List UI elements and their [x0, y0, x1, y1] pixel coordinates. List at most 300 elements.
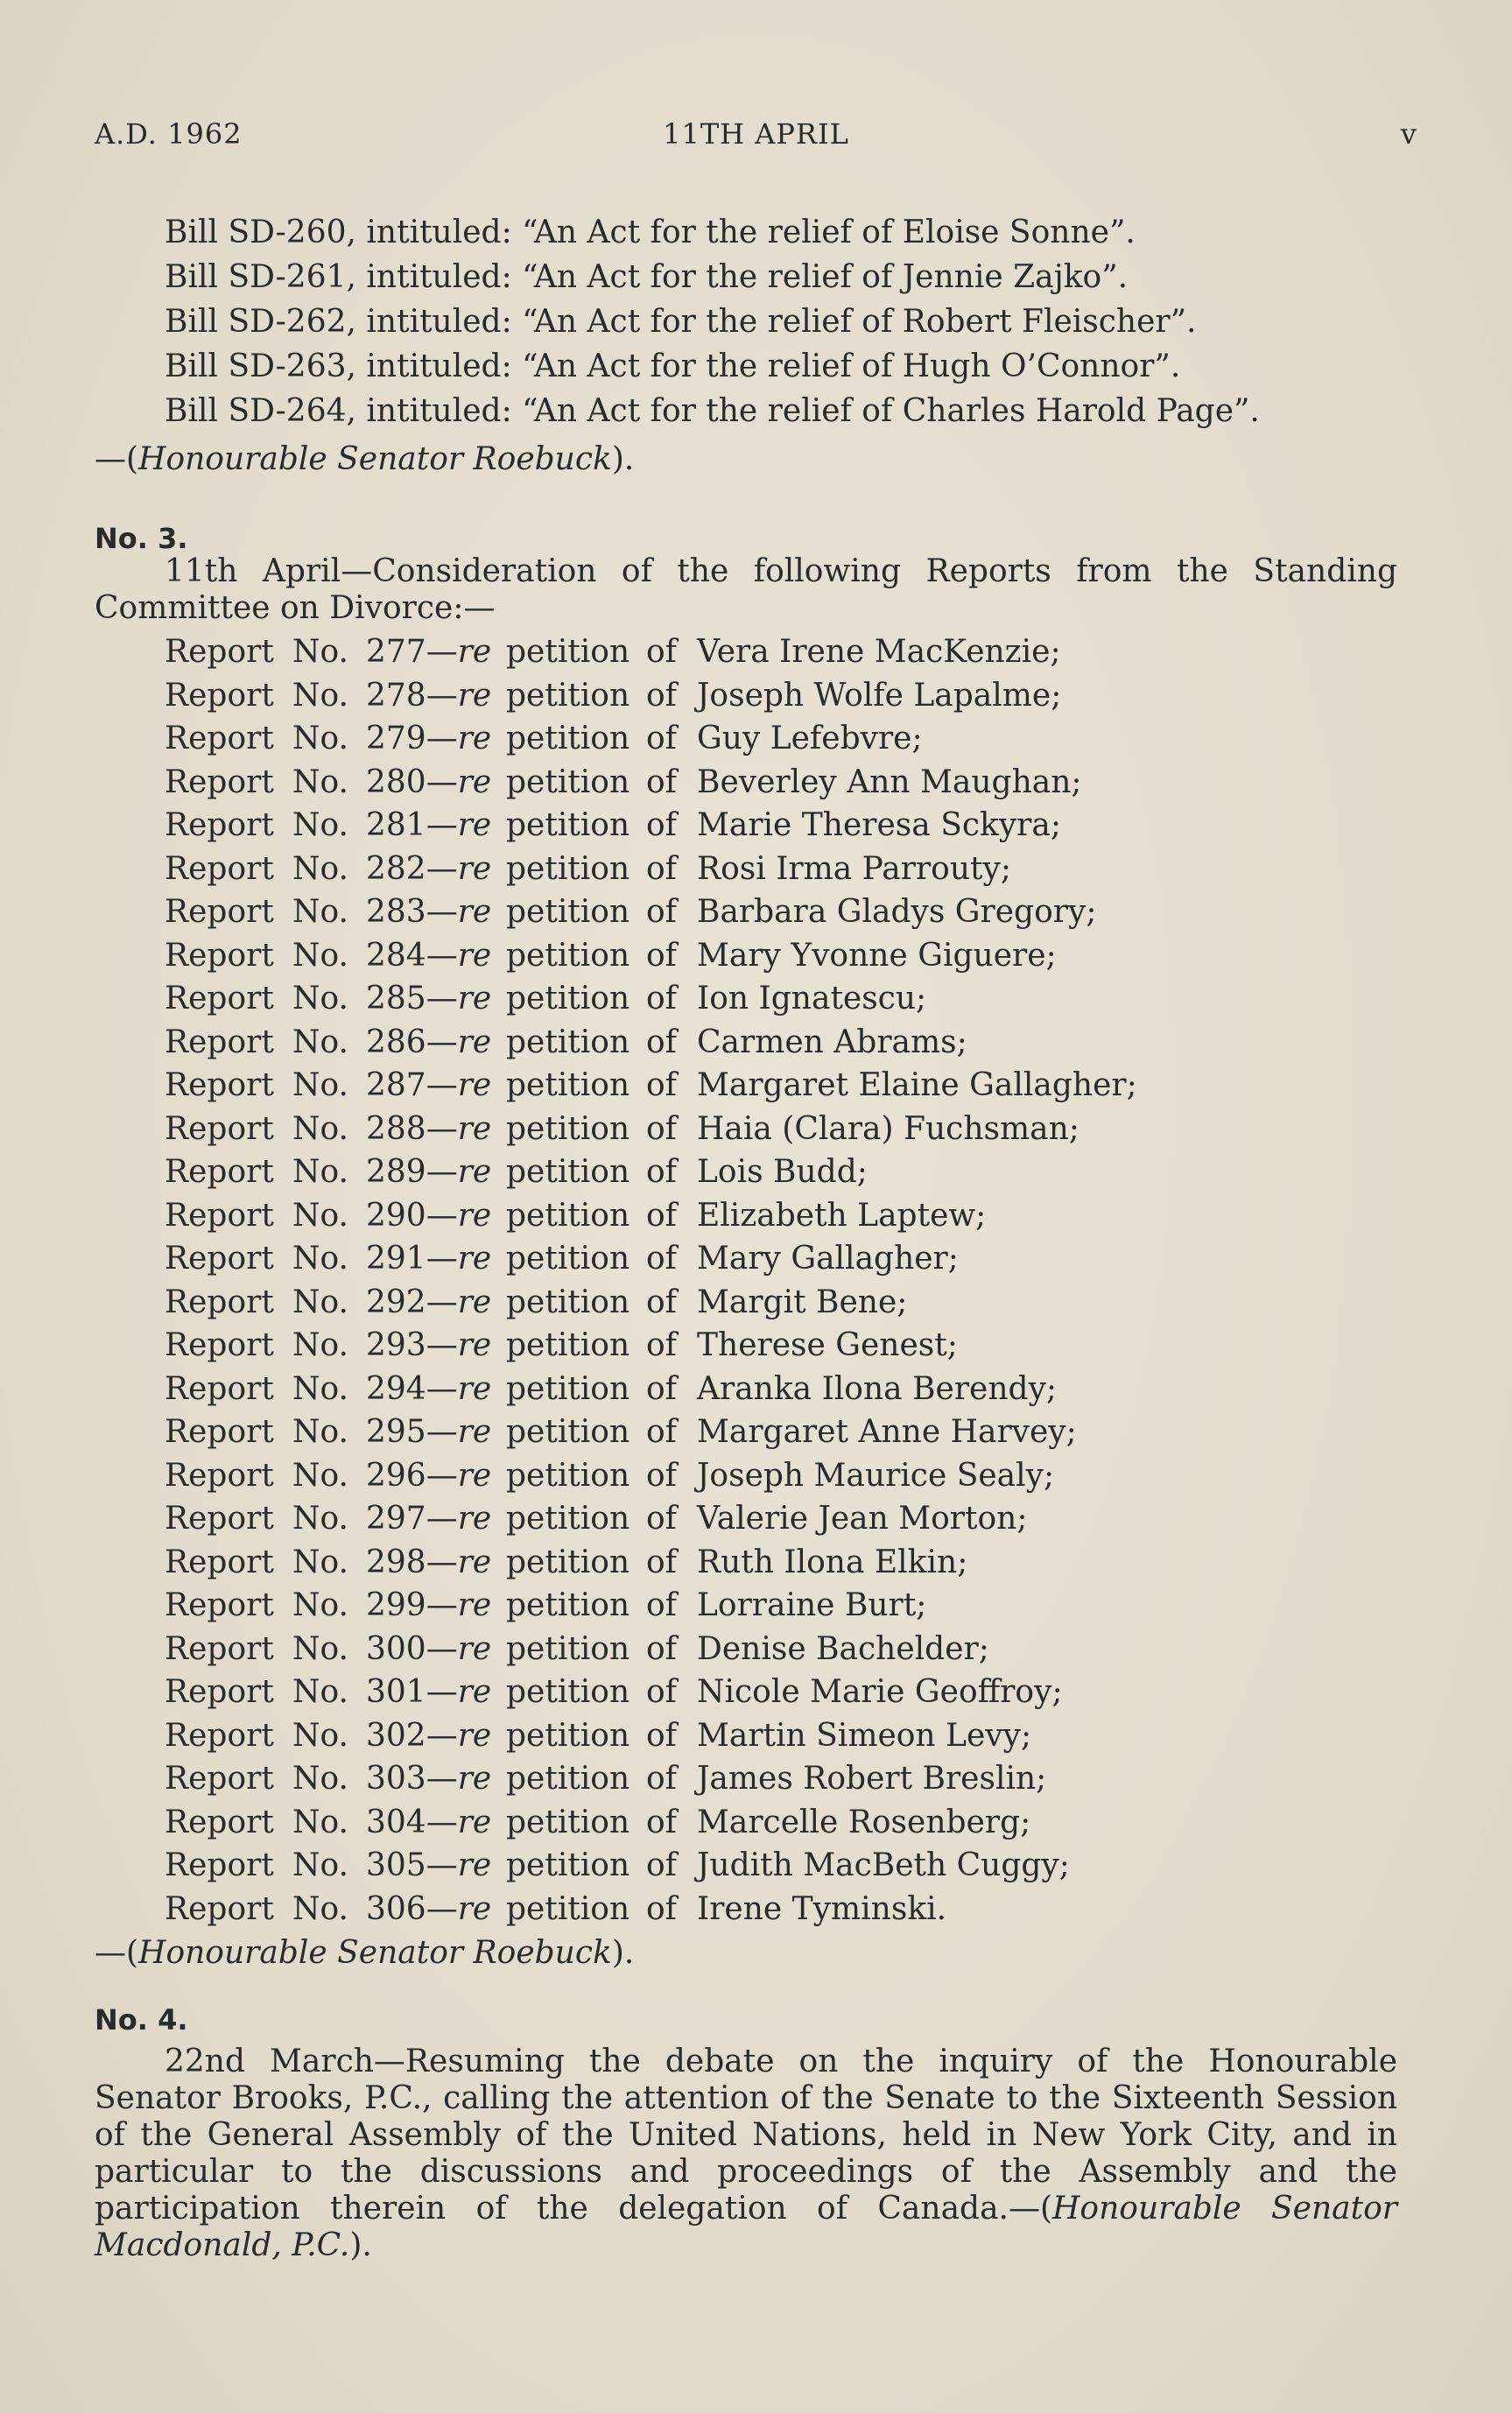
report-label: Report — [165, 721, 274, 756]
petitioner-name: Aranka Ilona Berendy; — [697, 1370, 1058, 1407]
report-label: Report — [165, 1154, 274, 1190]
re-label: re — [457, 1761, 492, 1797]
report-num: 304 — [366, 1804, 426, 1840]
petition-label: petition — [506, 1024, 630, 1060]
report-label: Report — [165, 1370, 274, 1407]
report-label: Report — [165, 1327, 274, 1363]
report-number — [366, 1150, 491, 1194]
report-label: Report — [165, 1630, 274, 1667]
report-row — [165, 1844, 1215, 1888]
report-dash: — — [425, 1197, 458, 1234]
report-num: 293 — [366, 1327, 426, 1363]
report-dash: — — [425, 1154, 458, 1190]
report-dash: — — [425, 981, 458, 1017]
report-label: Report — [165, 1761, 274, 1797]
report-row — [165, 1281, 1215, 1325]
report-dash: — — [425, 763, 458, 800]
report-row — [165, 1757, 1215, 1801]
report-no-label: No. — [292, 1717, 348, 1754]
of-label: of — [646, 677, 677, 714]
report-no-label: No. — [292, 1024, 348, 1060]
petition-label: petition — [506, 1587, 630, 1623]
re-label: re — [457, 1890, 492, 1927]
report-dash: — — [425, 1067, 458, 1103]
petitioner-name: Mary Gallagher; — [697, 1241, 959, 1277]
of-label: of — [646, 1761, 677, 1797]
petitioner-name: Vera Irene MacKenzie; — [697, 634, 1061, 670]
petition-label: petition — [506, 763, 630, 800]
report-num: 285 — [366, 981, 426, 1017]
petition-label: petition — [506, 1457, 630, 1494]
report-label: Report — [165, 894, 274, 930]
of-label: of — [646, 894, 677, 930]
petition-label: petition — [506, 1717, 630, 1754]
report-number — [366, 934, 491, 978]
report-row — [165, 890, 1215, 934]
report-num: 297 — [366, 1501, 426, 1537]
report-row — [165, 761, 1215, 805]
report-num: 280 — [366, 763, 426, 800]
report-no-label: No. — [292, 763, 348, 800]
report-number — [366, 1757, 491, 1801]
report-dash: — — [425, 1847, 458, 1883]
petitioner-name: Lois Budd; — [697, 1154, 868, 1190]
petitioner-name: Barbara Gladys Gregory; — [697, 894, 1097, 930]
of-label: of — [646, 1370, 677, 1407]
re-label: re — [457, 1630, 492, 1667]
report-num: 288 — [366, 1110, 426, 1147]
report-dash: — — [425, 894, 458, 930]
report-number — [366, 1541, 491, 1585]
re-label: re — [457, 1284, 492, 1320]
report-no-label: No. — [292, 1501, 348, 1537]
report-no-label: No. — [292, 894, 348, 930]
petition-label: petition — [506, 1674, 630, 1710]
report-number — [366, 1714, 491, 1758]
report-num: 303 — [366, 1761, 426, 1797]
re-label: re — [457, 1457, 492, 1494]
report-row — [165, 1888, 1215, 1931]
report-dash: — — [425, 807, 458, 843]
report-label: Report — [165, 1501, 274, 1537]
report-no-label: No. — [292, 1587, 348, 1623]
report-label: Report — [165, 1284, 274, 1320]
report-num: 295 — [366, 1414, 426, 1450]
report-number — [366, 1368, 491, 1411]
of-label: of — [646, 1804, 677, 1840]
report-label: Report — [165, 634, 274, 670]
re-label: re — [457, 1847, 492, 1883]
re-label: re — [457, 1544, 492, 1580]
re-label: re — [457, 1154, 492, 1190]
petitioner-name: Margaret Anne Harvey; — [697, 1414, 1077, 1450]
re-label: re — [457, 1067, 492, 1103]
report-no-label: No. — [292, 1804, 348, 1840]
re-label: re — [457, 807, 492, 843]
report-number — [366, 1237, 491, 1281]
petitioner-name: Elizabeth Laptew; — [697, 1197, 987, 1234]
petitioner-name: Mary Yvonne Giguere; — [697, 937, 1057, 974]
petitioner-name: Guy Lefebvre; — [697, 721, 923, 756]
report-row — [165, 804, 1215, 848]
petition-label: petition — [506, 1761, 630, 1797]
report-row — [165, 848, 1215, 891]
report-number — [366, 1454, 491, 1498]
report-dash: — — [425, 937, 458, 974]
petition-label: petition — [506, 894, 630, 930]
petitioner-name: James Robert Breslin; — [697, 1761, 1047, 1797]
petitioner-name: Ion Ignatescu; — [697, 981, 927, 1017]
report-no-label: No. — [292, 1197, 348, 1234]
report-dash: — — [425, 1630, 458, 1667]
report-number — [366, 1497, 491, 1541]
petition-label: petition — [506, 1067, 630, 1103]
report-row — [165, 1411, 1215, 1454]
petitioner-name: Marcelle Rosenberg; — [697, 1804, 1031, 1840]
report-number — [366, 630, 491, 674]
petition-label: petition — [506, 1630, 630, 1667]
report-label: Report — [165, 1110, 274, 1147]
report-num: 290 — [366, 1197, 426, 1234]
report-dash: — — [425, 1761, 458, 1797]
report-dash: — — [425, 1501, 458, 1537]
report-num: 291 — [366, 1241, 426, 1277]
re-label: re — [457, 937, 492, 974]
report-dash: — — [425, 634, 458, 670]
of-label: of — [646, 1197, 677, 1234]
report-row — [165, 1194, 1215, 1238]
report-no-label: No. — [292, 1370, 348, 1407]
of-label: of — [646, 1414, 677, 1450]
of-label: of — [646, 763, 677, 800]
petitioner-name: Beverley Ann Maughan; — [697, 763, 1082, 800]
report-number — [366, 977, 491, 1021]
of-label: of — [646, 1327, 677, 1363]
report-label: Report — [165, 1024, 274, 1060]
report-row — [165, 674, 1215, 718]
report-row — [165, 1237, 1215, 1281]
report-number — [366, 1628, 491, 1671]
of-label: of — [646, 1630, 677, 1667]
report-label: Report — [165, 1197, 274, 1234]
petitioner-name: Carmen Abrams; — [697, 1024, 967, 1060]
petition-label: petition — [506, 1327, 630, 1363]
bill-item: Bill SD-260, intituled: “An Act for the relief of Eloise Sonne”. — [165, 215, 1136, 250]
re-label: re — [457, 634, 492, 670]
petition-label: petition — [506, 850, 630, 887]
report-dash: — — [425, 1890, 458, 1927]
petition-label: petition — [506, 1890, 630, 1927]
report-label: Report — [165, 1890, 274, 1927]
report-number — [366, 1194, 491, 1238]
of-label: of — [646, 850, 677, 887]
of-label: of — [646, 981, 677, 1017]
report-row — [165, 1497, 1215, 1541]
report-no-label: No. — [292, 1327, 348, 1363]
re-label: re — [457, 1414, 492, 1450]
sponsor-close: ). — [611, 441, 635, 477]
petitioner-name: Therese Genest; — [697, 1327, 958, 1363]
report-dash: — — [425, 1674, 458, 1710]
petition-label: petition — [506, 1241, 630, 1277]
petitioner-name: Margit Bene; — [697, 1284, 908, 1320]
report-row — [165, 1108, 1215, 1151]
report-label: Report — [165, 1717, 274, 1754]
petitioner-name: Valerie Jean Morton; — [697, 1501, 1028, 1537]
sponsor-name: Honourable Senator Macdonald, P.C. — [95, 2191, 1397, 2263]
report-label: Report — [165, 1804, 274, 1840]
re-label: re — [457, 1327, 492, 1363]
petitioner-name: Martin Simeon Levy; — [697, 1717, 1032, 1754]
report-num: 279 — [366, 721, 426, 756]
report-number — [366, 717, 491, 761]
of-label: of — [646, 721, 677, 756]
report-row — [165, 934, 1215, 978]
report-row — [165, 1454, 1215, 1498]
petition-label: petition — [506, 1544, 630, 1580]
re-label: re — [457, 850, 492, 887]
report-num: 301 — [366, 1674, 426, 1710]
report-no-label: No. — [292, 850, 348, 887]
report-row — [165, 1064, 1215, 1108]
of-label: of — [646, 1110, 677, 1147]
report-no-label: No. — [292, 1154, 348, 1190]
re-label: re — [457, 981, 492, 1017]
report-row — [165, 1324, 1215, 1368]
report-no-label: No. — [292, 1674, 348, 1710]
report-num: 305 — [366, 1847, 426, 1883]
report-num: 287 — [366, 1067, 426, 1103]
report-number — [366, 1281, 491, 1325]
report-number — [366, 1411, 491, 1454]
sponsor-note — [95, 441, 634, 477]
sponsor-note — [95, 1935, 634, 1971]
report-label: Report — [165, 937, 274, 974]
report-number — [366, 804, 491, 848]
report-row — [165, 1714, 1215, 1758]
petitioner-name: Judith MacBeth Cuggy; — [697, 1847, 1070, 1883]
report-no-label: No. — [292, 1457, 348, 1494]
of-label: of — [646, 1154, 677, 1190]
report-dash: — — [425, 1457, 458, 1494]
report-num: 289 — [366, 1154, 426, 1190]
report-row — [165, 977, 1215, 1021]
header-date: 11TH APRIL — [663, 117, 849, 151]
of-label: of — [646, 1284, 677, 1320]
petitioner-name: Margaret Elaine Gallagher; — [697, 1067, 1137, 1103]
report-row — [165, 1368, 1215, 1411]
report-no-label: No. — [292, 1284, 348, 1320]
re-label: re — [457, 1370, 492, 1407]
report-dash: — — [425, 850, 458, 887]
report-row — [165, 717, 1215, 761]
of-label: of — [646, 1587, 677, 1623]
report-row — [165, 630, 1215, 674]
re-label: re — [457, 763, 492, 800]
petitioner-name: Lorraine Burt; — [697, 1587, 927, 1623]
of-label: of — [646, 1544, 677, 1580]
report-no-label: No. — [292, 807, 348, 843]
report-number — [366, 1064, 491, 1108]
report-dash: — — [425, 1587, 458, 1623]
section-body: 22nd March—Resuming the debate on the inquiry of the Honourable Senator Brooks, P.C., calling the attention of the Senate to the Sixteenth Session of the General Assembly of the United Nations, held in New York City, and in particular to the discussions and proceedings of the Assembly and the participation therein of the delegation of Canada. — [95, 2044, 1397, 2227]
report-label: Report — [165, 1241, 274, 1277]
petition-label: petition — [506, 677, 630, 714]
re-label: re — [457, 721, 492, 756]
report-row — [165, 1150, 1215, 1194]
section-text — [95, 553, 1397, 627]
report-num: 294 — [366, 1370, 426, 1407]
section-number: No. 4. — [95, 2003, 188, 2037]
petition-label: petition — [506, 1847, 630, 1883]
report-label: Report — [165, 981, 274, 1017]
report-num: 306 — [366, 1890, 426, 1927]
report-no-label: No. — [292, 1761, 348, 1797]
report-no-label: No. — [292, 677, 348, 714]
report-dash: — — [425, 1024, 458, 1060]
petition-label: petition — [506, 634, 630, 670]
report-dash: — — [425, 1544, 458, 1580]
petitioner-name: Nicole Marie Geoffroy; — [697, 1674, 1063, 1710]
report-label: Report — [165, 1674, 274, 1710]
report-no-label: No. — [292, 981, 348, 1017]
of-label: of — [646, 807, 677, 843]
of-label: of — [646, 1457, 677, 1494]
of-label: of — [646, 1717, 677, 1754]
report-no-label: No. — [292, 1414, 348, 1450]
of-label: of — [646, 937, 677, 974]
petition-label: petition — [506, 1501, 630, 1537]
report-no-label: No. — [292, 937, 348, 974]
report-row — [165, 1628, 1215, 1671]
report-label: Report — [165, 763, 274, 800]
report-label: Report — [165, 1067, 274, 1103]
report-dash: — — [425, 1110, 458, 1147]
sponsor-open: —( — [1008, 2191, 1053, 2227]
of-label: of — [646, 1674, 677, 1710]
re-label: re — [457, 1717, 492, 1754]
report-row — [165, 1801, 1215, 1845]
report-no-label: No. — [292, 721, 348, 756]
report-label: Report — [165, 1587, 274, 1623]
report-row — [165, 1671, 1215, 1714]
petition-label: petition — [506, 1154, 630, 1190]
report-dash: — — [425, 1804, 458, 1840]
report-row — [165, 1584, 1215, 1628]
report-num: 296 — [366, 1457, 426, 1494]
of-label: of — [646, 1067, 677, 1103]
report-number — [366, 1801, 491, 1845]
report-label: Report — [165, 1457, 274, 1494]
report-num: 300 — [366, 1630, 426, 1667]
header-year: A.D. 1962 — [95, 117, 243, 151]
report-number — [366, 1021, 491, 1065]
report-dash: — — [425, 1717, 458, 1754]
of-label: of — [646, 1847, 677, 1883]
report-dash: — — [425, 721, 458, 756]
report-num: 281 — [366, 807, 426, 843]
report-no-label: No. — [292, 1110, 348, 1147]
petition-label: petition — [506, 1414, 630, 1450]
re-label: re — [457, 1587, 492, 1623]
report-number — [366, 1844, 491, 1888]
report-number — [366, 1671, 491, 1714]
section-number: No. 3. — [95, 522, 188, 555]
sponsor-close: ). — [349, 2227, 372, 2263]
petitioner-name: Ruth Ilona Elkin; — [697, 1544, 968, 1580]
petition-label: petition — [506, 1284, 630, 1320]
petition-label: petition — [506, 721, 630, 756]
of-label: of — [646, 1241, 677, 1277]
re-label: re — [457, 894, 492, 930]
report-label: Report — [165, 677, 274, 714]
report-no-label: No. — [292, 1067, 348, 1103]
report-num: 302 — [366, 1717, 426, 1754]
page-header — [95, 117, 1417, 158]
petitioner-name: Haia (Clara) Fuchsman; — [697, 1110, 1079, 1147]
petitioner-name: Marie Theresa Sckyra; — [697, 807, 1061, 843]
report-num: 282 — [366, 850, 426, 887]
report-no-label: No. — [292, 1890, 348, 1927]
report-number — [366, 890, 491, 934]
report-num: 292 — [366, 1284, 426, 1320]
re-label: re — [457, 1110, 492, 1147]
report-number — [366, 761, 491, 805]
re-label: re — [457, 1674, 492, 1710]
bill-item: Bill SD-263, intituled: “An Act for the relief of Hugh O’Connor”. — [165, 348, 1181, 384]
report-number — [366, 848, 491, 891]
report-label: Report — [165, 1414, 274, 1450]
petitioner-name: Joseph Wolfe Lapalme; — [697, 677, 1062, 714]
report-no-label: No. — [292, 1847, 348, 1883]
petition-label: petition — [506, 937, 630, 974]
petition-label: petition — [506, 1370, 630, 1407]
sponsor-name: Honourable Senator Roebuck — [138, 441, 612, 477]
report-no-label: No. — [292, 634, 348, 670]
report-no-label: No. — [292, 1630, 348, 1667]
re-label: re — [457, 1241, 492, 1277]
report-num: 298 — [366, 1544, 426, 1580]
petition-label: petition — [506, 981, 630, 1017]
report-number — [366, 1324, 491, 1368]
report-label: Report — [165, 807, 274, 843]
re-label: re — [457, 1024, 492, 1060]
sponsor-name: Honourable Senator Roebuck — [138, 1935, 612, 1971]
petition-label: petition — [506, 1804, 630, 1840]
report-num: 278 — [366, 677, 426, 714]
report-number — [366, 1108, 491, 1151]
report-num: 284 — [366, 937, 426, 974]
report-num: 286 — [366, 1024, 426, 1060]
report-dash: — — [425, 1284, 458, 1320]
of-label: of — [646, 1501, 677, 1537]
petitioner-name: Joseph Maurice Sealy; — [697, 1457, 1055, 1494]
sponsor-open: —( — [95, 441, 139, 477]
report-number — [366, 1888, 491, 1931]
of-label: of — [646, 1890, 677, 1927]
report-num: 299 — [366, 1587, 426, 1623]
report-dash: — — [425, 677, 458, 714]
bill-list — [165, 210, 1260, 433]
report-dash: — — [425, 1414, 458, 1450]
petition-label: petition — [506, 1110, 630, 1147]
petitioner-name: Denise Bachelder; — [697, 1630, 989, 1667]
re-label: re — [457, 1501, 492, 1537]
section-text — [95, 2044, 1397, 2264]
page-number: v — [1400, 117, 1417, 151]
sponsor-open: —( — [95, 1935, 139, 1971]
report-label: Report — [165, 850, 274, 887]
